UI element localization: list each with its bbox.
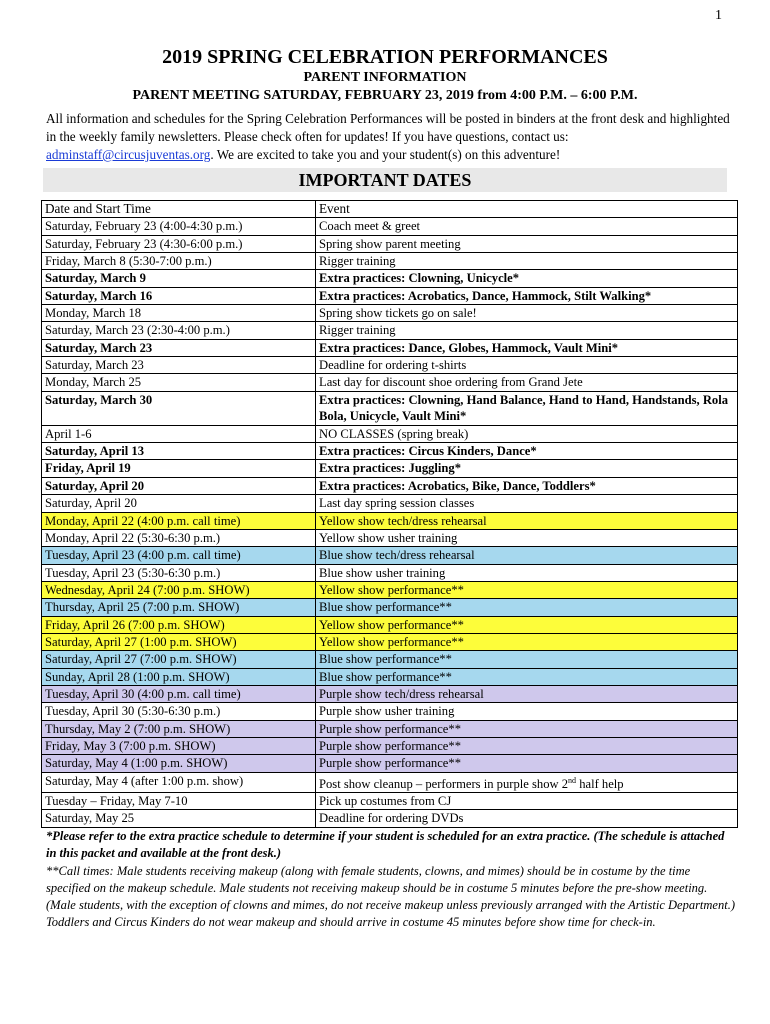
row-date: Saturday, May 25 <box>42 810 316 827</box>
row-event: Purple show usher training <box>316 703 738 720</box>
row-event: Blue show usher training <box>316 564 738 581</box>
row-date: Tuesday, April 30 (4:00 p.m. call time) <box>42 685 316 702</box>
row-event: Coach meet & greet <box>316 218 738 235</box>
intro-text-before: All information and schedules for the Spring Celebration Performances will be posted in binders at the front desk and highlighted in the weekly family newsletters. Please check often for updates! If you have questions, contact us: <box>46 111 730 144</box>
row-event: Yellow show performance** <box>316 633 738 650</box>
table-row <box>42 599 738 616</box>
row-date: Saturday, March 23 (2:30-4:00 p.m.) <box>42 322 316 339</box>
row-event: Yellow show performance** <box>316 616 738 633</box>
table-row <box>42 391 738 425</box>
table-body <box>42 218 738 827</box>
document-title: 2019 SPRING CELEBRATION PERFORMANCES <box>162 46 608 68</box>
table-row <box>42 477 738 494</box>
table-row <box>42 720 738 737</box>
row-date: Saturday, March 23 <box>42 357 316 374</box>
contact-email-link[interactable]: adminstaff@circusjuventas.org <box>46 147 211 162</box>
table-row <box>42 685 738 702</box>
footnotes <box>46 828 736 932</box>
page-number: 1 <box>715 8 722 23</box>
table-row <box>42 305 738 322</box>
row-event: Extra practices: Clowning, Hand Balance, Hand to Hand, Handstands, Rola Bola, Unicycle, Vault Mini* <box>316 391 738 425</box>
row-event: Last day spring session classes <box>316 495 738 512</box>
header-event: Event <box>316 201 738 218</box>
table-row <box>42 703 738 720</box>
table-row <box>42 772 738 792</box>
table-row <box>42 810 738 827</box>
row-event: Blue show performance** <box>316 651 738 668</box>
table-row <box>42 339 738 356</box>
row-event: Spring show parent meeting <box>316 235 738 252</box>
intro-text-after: . We are excited to take you and your student(s) on this adventure! <box>210 147 561 162</box>
row-event: Yellow show usher training <box>316 529 738 546</box>
table-header-row <box>42 201 738 218</box>
intro-paragraph <box>46 110 730 164</box>
parent-meeting-line: PARENT MEETING SATURDAY, FEBRUARY 23, 2019 from 4:00 P.M. – 6:00 P.M. <box>132 88 638 103</box>
row-date: Monday, April 22 (4:00 p.m. call time) <box>42 512 316 529</box>
row-date: Tuesday, April 30 (5:30-6:30 p.m.) <box>42 703 316 720</box>
row-date: Saturday, April 27 (1:00 p.m. SHOW) <box>42 633 316 650</box>
row-date: Tuesday, April 23 (5:30-6:30 p.m.) <box>42 564 316 581</box>
row-event: Rigger training <box>316 253 738 270</box>
row-date: Tuesday, April 23 (4:00 p.m. call time) <box>42 547 316 564</box>
table-row <box>42 651 738 668</box>
table-row <box>42 425 738 442</box>
table-row <box>42 755 738 772</box>
row-event: Extra practices: Dance, Globes, Hammock, Vault Mini* <box>316 339 738 356</box>
table-row <box>42 322 738 339</box>
table-row <box>42 357 738 374</box>
row-event: Purple show performance** <box>316 720 738 737</box>
table-row <box>42 443 738 460</box>
table-row <box>42 616 738 633</box>
row-date: Monday, March 25 <box>42 374 316 391</box>
row-event: Extra practices: Clowning, Unicycle* <box>316 270 738 287</box>
row-date: Wednesday, April 24 (7:00 p.m. SHOW) <box>42 581 316 598</box>
row-date: Saturday, March 9 <box>42 270 316 287</box>
row-event: Extra practices: Acrobatics, Bike, Dance, Toddlers* <box>316 477 738 494</box>
row-event: Pick up costumes from CJ <box>316 792 738 809</box>
row-date: Saturday, February 23 (4:00-4:30 p.m.) <box>42 218 316 235</box>
row-date: Monday, March 18 <box>42 305 316 322</box>
table-row <box>42 564 738 581</box>
row-event: NO CLASSES (spring break) <box>316 425 738 442</box>
row-date: Tuesday – Friday, May 7-10 <box>42 792 316 809</box>
table-row <box>42 529 738 546</box>
table-row <box>42 547 738 564</box>
row-event: Blue show performance** <box>316 668 738 685</box>
row-date: Thursday, May 2 (7:00 p.m. SHOW) <box>42 720 316 737</box>
row-event: Post show cleanup – performers in purple show 2nd half help <box>316 772 738 792</box>
row-event: Extra practices: Acrobatics, Dance, Hammock, Stilt Walking* <box>316 287 738 304</box>
table-row <box>42 218 738 235</box>
row-date: Saturday, April 13 <box>42 443 316 460</box>
important-dates-table <box>41 200 738 828</box>
row-event: Spring show tickets go on sale! <box>316 305 738 322</box>
row-date: Monday, April 22 (5:30-6:30 p.m.) <box>42 529 316 546</box>
document-subtitle: PARENT INFORMATION <box>303 70 467 85</box>
table-row <box>42 374 738 391</box>
row-date: Friday, April 19 <box>42 460 316 477</box>
row-date: Saturday, March 23 <box>42 339 316 356</box>
row-date: Friday, March 8 (5:30-7:00 p.m.) <box>42 253 316 270</box>
row-date: Saturday, May 4 (1:00 p.m. SHOW) <box>42 755 316 772</box>
row-date: Saturday, April 20 <box>42 495 316 512</box>
row-event: Purple show performance** <box>316 737 738 754</box>
row-date: Saturday, May 4 (after 1:00 p.m. show) <box>42 772 316 792</box>
row-date: Saturday, March 16 <box>42 287 316 304</box>
table-row <box>42 581 738 598</box>
table-row <box>42 495 738 512</box>
header-date: Date and Start Time <box>42 201 316 218</box>
row-date: Saturday, March 30 <box>42 391 316 425</box>
row-event: Extra practices: Circus Kinders, Dance* <box>316 443 738 460</box>
table-row <box>42 668 738 685</box>
row-event: Purple show performance** <box>316 755 738 772</box>
row-event: Purple show tech/dress rehearsal <box>316 685 738 702</box>
row-event: Blue show performance** <box>316 599 738 616</box>
row-event: Yellow show tech/dress rehearsal <box>316 512 738 529</box>
row-event: Deadline for ordering DVDs <box>316 810 738 827</box>
row-date: Thursday, April 25 (7:00 p.m. SHOW) <box>42 599 316 616</box>
row-event: Extra practices: Juggling* <box>316 460 738 477</box>
call-times-note: **Call times: Male students receiving makeup (along with female students, clowns, and mimes) should be in costume by the time specified on the makeup schedule. Male students not receiving makeup should be in costume 5 minutes before the pre-show meeting. (Male students, with the exception of clowns and mimes, do not receive makeup unless previously arranged with the Artistic Department.) Toddlers and Circus Kinders do not wear makeup and should arrive in costume 45 minutes before show time for check-in. <box>46 863 735 930</box>
row-date: Saturday, April 20 <box>42 477 316 494</box>
row-event: Yellow show performance** <box>316 581 738 598</box>
row-date: Saturday, April 27 (7:00 p.m. SHOW) <box>42 651 316 668</box>
row-date: Saturday, February 23 (4:30-6:00 p.m.) <box>42 235 316 252</box>
row-date: Friday, May 3 (7:00 p.m. SHOW) <box>42 737 316 754</box>
table-row <box>42 270 738 287</box>
row-date: April 1-6 <box>42 425 316 442</box>
table-row <box>42 460 738 477</box>
table-row <box>42 737 738 754</box>
table-row <box>42 792 738 809</box>
table-row <box>42 512 738 529</box>
row-event: Last day for discount shoe ordering from Grand Jete <box>316 374 738 391</box>
row-date: Sunday, April 28 (1:00 p.m. SHOW) <box>42 668 316 685</box>
important-dates-heading: IMPORTANT DATES <box>43 168 727 192</box>
extra-practice-note: *Please refer to the extra practice schedule to determine if your student is scheduled for an extra practice. (The schedule is attached in this packet and available at the front desk.) <box>46 829 725 861</box>
row-event: Deadline for ordering t-shirts <box>316 357 738 374</box>
row-event: Rigger training <box>316 322 738 339</box>
table-row <box>42 253 738 270</box>
row-date: Friday, April 26 (7:00 p.m. SHOW) <box>42 616 316 633</box>
table-row <box>42 235 738 252</box>
row-event: Blue show tech/dress rehearsal <box>316 547 738 564</box>
table-row <box>42 633 738 650</box>
table-row <box>42 287 738 304</box>
